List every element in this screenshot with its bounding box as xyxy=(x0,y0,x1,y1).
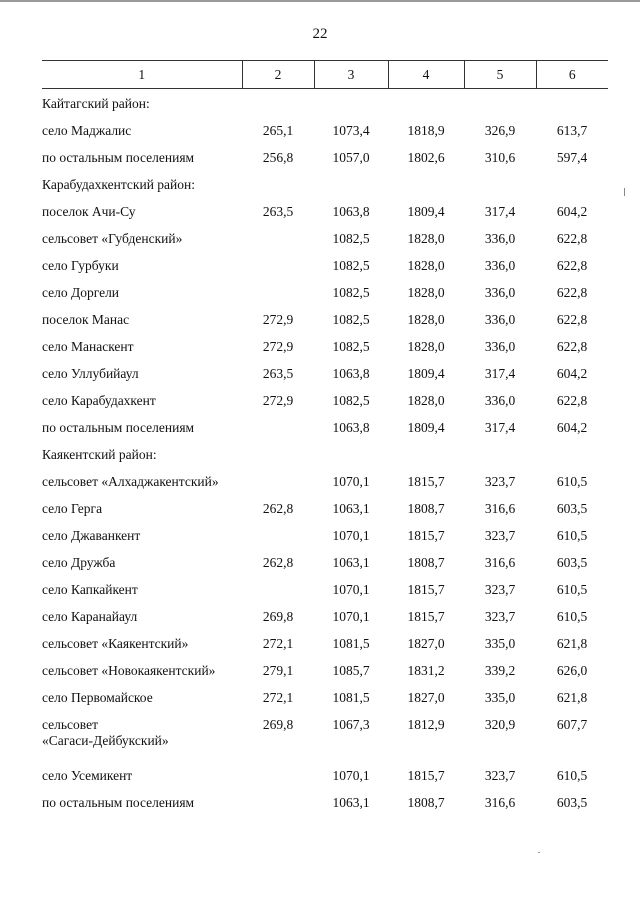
value-cell: 1808,7 xyxy=(407,795,445,810)
settlement-name: село Дружба xyxy=(42,555,116,570)
value-cell: 336,0 xyxy=(484,258,516,273)
value-cell xyxy=(242,89,314,119)
value-cell: 610,5 xyxy=(556,609,588,624)
settlement-name: село Манаскент xyxy=(42,339,134,354)
value-cell: 336,0 xyxy=(484,312,516,327)
table-row xyxy=(42,790,608,817)
settlement-name: село Уллубийаул xyxy=(42,366,139,381)
value-cell xyxy=(314,89,388,119)
tariff-table xyxy=(42,60,608,817)
value-cell xyxy=(464,172,536,199)
table-row xyxy=(42,550,608,577)
table-row xyxy=(42,361,608,388)
top-border-line xyxy=(0,0,640,2)
value-cell: 610,5 xyxy=(556,528,588,543)
value-cell: 622,8 xyxy=(556,393,588,408)
table-row xyxy=(42,226,608,253)
value-cell: 339,2 xyxy=(484,663,516,678)
value-cell: 603,5 xyxy=(556,501,588,516)
value-cell: 269,8 xyxy=(262,609,294,624)
value-cell: 1081,5 xyxy=(332,690,370,705)
value-cell: 1082,5 xyxy=(332,339,370,354)
value-cell xyxy=(464,89,536,119)
value-cell: 1809,4 xyxy=(407,366,445,381)
value-cell xyxy=(314,172,388,199)
value-cell: 1828,0 xyxy=(407,393,445,408)
value-cell: 1063,8 xyxy=(332,420,370,435)
value-cell: 597,4 xyxy=(556,150,588,165)
value-cell: 323,7 xyxy=(484,528,516,543)
value-cell xyxy=(242,280,314,307)
table-row xyxy=(42,631,608,658)
settlement-name: по остальным поселениям xyxy=(42,795,195,810)
value-cell: 1067,3 xyxy=(332,717,370,732)
value-cell: 323,7 xyxy=(484,474,516,489)
value-cell xyxy=(242,469,314,496)
value-cell: 265,1 xyxy=(262,123,294,138)
district-name: Кайтагский район: xyxy=(42,96,150,111)
value-cell: 622,8 xyxy=(556,285,588,300)
settlement-name: сельсовет «Новокаякентский» xyxy=(42,663,216,678)
value-cell: 1828,0 xyxy=(407,258,445,273)
value-cell xyxy=(242,763,314,790)
settlement-name: по остальным поселениям xyxy=(42,420,195,435)
value-cell: 1057,0 xyxy=(332,150,370,165)
value-cell xyxy=(242,415,314,442)
value-cell: 604,2 xyxy=(556,420,588,435)
value-cell xyxy=(242,577,314,604)
settlement-name: село Герга xyxy=(42,501,103,516)
value-cell: 1063,8 xyxy=(332,204,370,219)
value-cell: 1828,0 xyxy=(407,312,445,327)
value-cell: 607,7 xyxy=(556,717,588,732)
value-cell xyxy=(242,253,314,280)
value-cell: 604,2 xyxy=(556,366,588,381)
value-cell: 1063,1 xyxy=(332,501,370,516)
page-number: 22 xyxy=(312,26,328,42)
value-cell: 1815,7 xyxy=(407,474,445,489)
value-cell: 622,8 xyxy=(556,258,588,273)
value-cell: 622,8 xyxy=(556,231,588,246)
value-cell: 1802,6 xyxy=(407,150,445,165)
value-cell: 326,9 xyxy=(484,123,516,138)
value-cell: 1828,0 xyxy=(407,231,445,246)
value-cell: 1082,5 xyxy=(332,231,370,246)
district-name: Каякентский район: xyxy=(42,447,157,462)
value-cell: 1082,5 xyxy=(332,312,370,327)
district-name: Карабудахкентский район: xyxy=(42,177,195,192)
value-cell xyxy=(388,172,464,199)
value-cell: 1808,7 xyxy=(407,555,445,570)
table-row xyxy=(42,685,608,712)
value-cell: 1809,4 xyxy=(407,204,445,219)
settlement-name: село Карабудахкент xyxy=(42,393,156,408)
value-cell: 316,6 xyxy=(484,555,516,570)
value-cell: 610,5 xyxy=(556,582,588,597)
header-row xyxy=(42,61,608,89)
value-cell xyxy=(242,442,314,469)
table-row xyxy=(42,496,608,523)
value-cell: 1063,1 xyxy=(332,555,370,570)
table-row xyxy=(42,604,608,631)
value-cell: 336,0 xyxy=(484,339,516,354)
value-cell: 1082,5 xyxy=(332,393,370,408)
value-cell: 1827,0 xyxy=(407,636,445,651)
value-cell: 279,1 xyxy=(262,663,294,678)
table-row xyxy=(42,763,608,790)
value-cell: 1081,5 xyxy=(332,636,370,651)
value-cell: 323,7 xyxy=(484,609,516,624)
value-cell: 1815,7 xyxy=(407,609,445,624)
value-cell: 1828,0 xyxy=(407,339,445,354)
value-cell: 1082,5 xyxy=(332,285,370,300)
value-cell xyxy=(242,790,314,817)
value-cell: 336,0 xyxy=(484,393,516,408)
settlement-name: по остальным поселениям xyxy=(42,150,195,165)
settlement-name: поселок Манас xyxy=(42,312,130,327)
value-cell: 1082,5 xyxy=(332,258,370,273)
section-row xyxy=(42,442,608,469)
table-row xyxy=(42,523,608,550)
value-cell: 272,1 xyxy=(262,636,294,651)
value-cell: 621,8 xyxy=(556,636,588,651)
value-cell: 335,0 xyxy=(484,636,516,651)
value-cell xyxy=(242,172,314,199)
table-row xyxy=(42,658,608,685)
settlement-name: село Доргели xyxy=(42,285,120,300)
value-cell: 263,5 xyxy=(262,204,294,219)
value-cell: 610,5 xyxy=(556,474,588,489)
value-cell: 320,9 xyxy=(484,717,516,732)
settlement-name: село Капкайкент xyxy=(42,582,138,597)
value-cell: 604,2 xyxy=(556,204,588,219)
value-cell: 1812,9 xyxy=(407,717,445,732)
value-cell: 263,5 xyxy=(262,366,294,381)
value-cell: 262,8 xyxy=(262,501,294,516)
value-cell xyxy=(464,442,536,469)
table-row xyxy=(42,199,608,226)
value-cell: 1063,1 xyxy=(332,795,370,810)
value-cell: 1818,9 xyxy=(407,123,445,138)
column-header: 3 xyxy=(314,61,388,89)
section-row xyxy=(42,89,608,119)
value-cell: 272,9 xyxy=(262,393,294,408)
value-cell xyxy=(242,523,314,550)
value-cell: 336,0 xyxy=(484,285,516,300)
value-cell: 603,5 xyxy=(556,555,588,570)
value-cell xyxy=(388,89,464,119)
settlement-name: сельсовет «Сагаси-Дейбукский» xyxy=(42,717,169,748)
table-row xyxy=(42,280,608,307)
value-cell: 622,8 xyxy=(556,339,588,354)
value-cell: 1809,4 xyxy=(407,420,445,435)
value-cell: 603,5 xyxy=(556,795,588,810)
value-cell: 1073,4 xyxy=(332,123,370,138)
settlement-name: поселок Ачи-Су xyxy=(42,204,136,219)
value-cell: 272,1 xyxy=(262,690,294,705)
value-cell: 1085,7 xyxy=(332,663,370,678)
value-cell: 317,4 xyxy=(484,366,516,381)
settlement-name: село Маджалис xyxy=(42,123,132,138)
value-cell xyxy=(314,442,388,469)
value-cell: 610,5 xyxy=(556,768,588,783)
value-cell: 317,4 xyxy=(484,420,516,435)
value-cell: 1070,1 xyxy=(332,474,370,489)
table-row xyxy=(42,118,608,145)
table-row xyxy=(42,712,608,763)
settlement-name: сельсовет «Губденский» xyxy=(42,231,183,246)
value-cell xyxy=(536,172,608,199)
value-cell: 1070,1 xyxy=(332,609,370,624)
settlement-name: село Усемикент xyxy=(42,768,133,783)
value-cell: 316,6 xyxy=(484,501,516,516)
value-cell: 1815,7 xyxy=(407,528,445,543)
value-cell xyxy=(242,226,314,253)
value-cell: 1063,8 xyxy=(332,366,370,381)
table-row xyxy=(42,145,608,172)
column-header: 5 xyxy=(464,61,536,89)
value-cell: 272,9 xyxy=(262,339,294,354)
settlement-name: село Джаванкент xyxy=(42,528,141,543)
value-cell: 626,0 xyxy=(556,663,588,678)
value-cell: 262,8 xyxy=(262,555,294,570)
value-cell: 323,7 xyxy=(484,768,516,783)
scan-mark xyxy=(624,188,625,196)
value-cell: 622,8 xyxy=(556,312,588,327)
value-cell: 1815,7 xyxy=(407,582,445,597)
value-cell: 272,9 xyxy=(262,312,294,327)
value-cell: 310,6 xyxy=(484,150,516,165)
value-cell: 323,7 xyxy=(484,582,516,597)
value-cell: 335,0 xyxy=(484,690,516,705)
value-cell: 316,6 xyxy=(484,795,516,810)
table-row xyxy=(42,388,608,415)
settlement-name: село Гурбуки xyxy=(42,258,119,273)
value-cell: 1815,7 xyxy=(407,768,445,783)
settlement-name: сельсовет «Каякентский» xyxy=(42,636,189,651)
value-cell: 269,8 xyxy=(262,717,294,732)
column-header: 2 xyxy=(242,61,314,89)
value-cell: 1827,0 xyxy=(407,690,445,705)
table-body xyxy=(42,89,608,818)
value-cell: 317,4 xyxy=(484,204,516,219)
table-row xyxy=(42,577,608,604)
value-cell xyxy=(388,442,464,469)
value-cell: 1808,7 xyxy=(407,501,445,516)
value-cell xyxy=(536,442,608,469)
table-row xyxy=(42,307,608,334)
settlement-name: село Каранайаул xyxy=(42,609,138,624)
value-cell: 1828,0 xyxy=(407,285,445,300)
value-cell: 336,0 xyxy=(484,231,516,246)
value-cell: 1070,1 xyxy=(332,768,370,783)
value-cell xyxy=(536,89,608,119)
column-header: 6 xyxy=(536,61,608,89)
value-cell: 256,8 xyxy=(262,150,294,165)
column-header: 1 xyxy=(42,61,242,89)
section-row xyxy=(42,172,608,199)
table-row xyxy=(42,469,608,496)
settlement-name: сельсовет «Алхаджакентский» xyxy=(42,474,219,489)
scan-mark xyxy=(538,852,540,853)
value-cell: 1831,2 xyxy=(407,663,445,678)
value-cell: 613,7 xyxy=(556,123,588,138)
table-row xyxy=(42,415,608,442)
value-cell: 621,8 xyxy=(556,690,588,705)
value-cell: 1070,1 xyxy=(332,528,370,543)
table-row xyxy=(42,253,608,280)
table-row xyxy=(42,334,608,361)
settlement-name: село Первомайское xyxy=(42,690,153,705)
column-header: 4 xyxy=(388,61,464,89)
value-cell: 1070,1 xyxy=(332,582,370,597)
